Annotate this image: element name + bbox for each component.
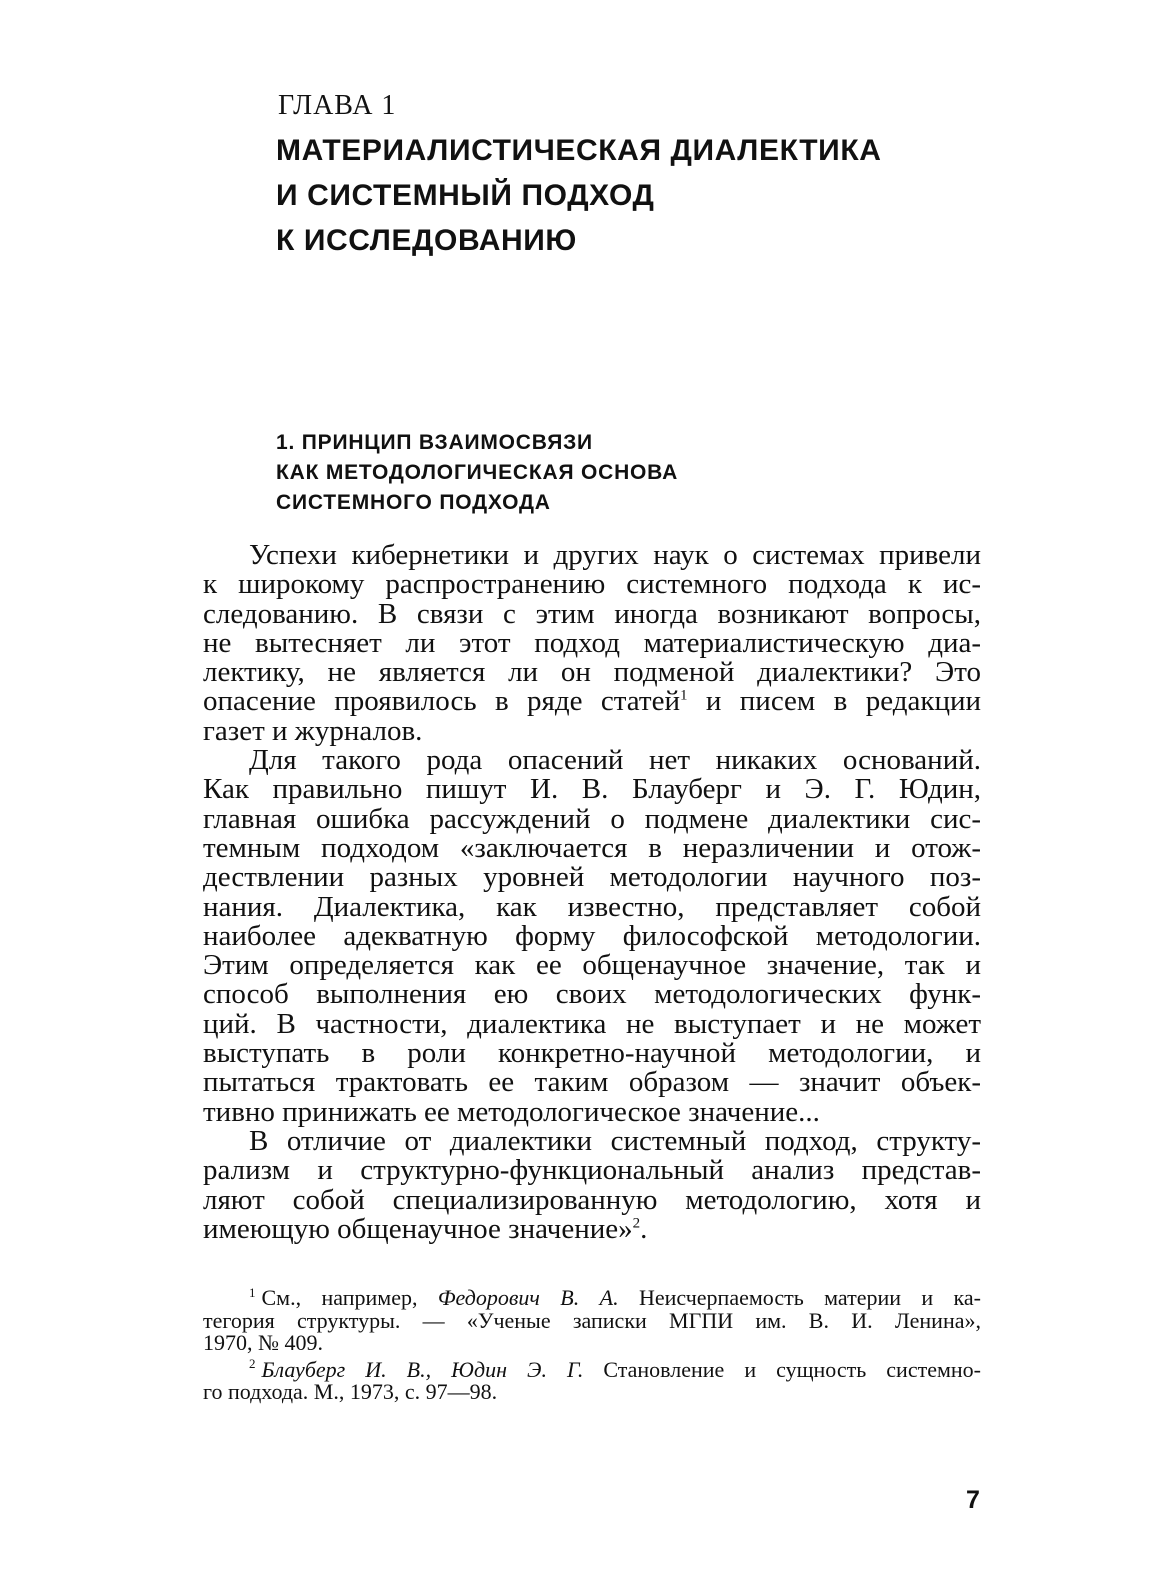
body-line: ляют собой специализированную методологию, хотя и [203,1183,981,1216]
body-text [203,541,981,1244]
body-line: следованию. В связи с этим иногда возникают вопросы, [203,597,981,630]
body-line: нания. Диалектика, как известно, представляет собой [203,890,981,923]
chapter-title-line: МАТЕРИАЛИСТИЧЕСКАЯ ДИАЛЕКТИКА [276,134,882,167]
section-title-line: 1. ПРИНЦИП ВЗАИМОСВЯЗИ [276,431,593,454]
chapter-title-line: И СИСТЕМНЫЙ ПОДХОД [276,179,655,212]
body-line: способ выполнения ею своих методологических функ- [203,978,981,1011]
footnotes [203,1284,981,1404]
body-line [203,687,981,716]
footnote-ref: 2 [632,1215,641,1232]
footnote-mark: 1 [249,1284,256,1300]
footnote-text: Становление и сущность системно- [583,1356,981,1382]
body-line: наиболее адекватную форму философской методологии. [203,919,981,952]
body-line: темным подходом «заключается в неразличении и отож- [203,831,981,864]
body-line: к широкому распространению системного подхода к ис- [203,568,981,601]
footnote-2-line: го подхода. М., 1973, с. 97—98. [203,1379,498,1404]
footnote-1-line [203,1284,981,1310]
footnote-1-line: 1970, № 409. [203,1330,323,1355]
body-line: Успехи кибернетики и других наук о системах привели [249,539,981,571]
footnote-text: Неисчерпаемость материи и ка- [618,1285,981,1310]
footnote-mark: 2 [249,1356,256,1372]
body-line: лектику, не является ли он подменой диалектики? Это [203,656,981,689]
footnote-author: Федорович В. А. [437,1285,619,1310]
body-line: Для такого рода опасений нет никаких оснований. [249,744,981,777]
body-line: В отличие от диалектики системный подход, структу- [249,1124,981,1157]
body-line [203,1212,981,1245]
body-line: тивно принижать ее методологическое значение... [203,1095,820,1128]
body-line-text: опасение проявилось в ряде статей [203,685,680,718]
chapter-title [276,128,996,263]
section-title-line: СИСТЕМНОГО ПОДХОДА [276,491,551,514]
body-line-text: . [640,1212,648,1245]
section-title-line: КАК МЕТОДОЛОГИЧЕСКАЯ ОСНОВА [276,461,679,484]
body-line: газет и журналов. [203,714,423,747]
body-line: рализм и структурно-функциональный анализ представ- [203,1154,981,1187]
body-line-text: имеющую общенаучное значение» [203,1212,633,1245]
footnote-author: Блауберг И. В., Юдин Э. Г. [261,1356,584,1382]
chapter-title-line: К ИССЛЕДОВАНИЮ [276,224,577,257]
footnote-ref: 1 [680,687,688,704]
footnote-text: См., например, [261,1285,438,1310]
body-line: дествлении разных уровней методологии научного поз- [203,861,981,894]
body-line: Как правильно пишут И. В. Блауберг и Э. Г. Юдин, [203,773,981,806]
body-line-text: и писем в редакции [687,685,982,718]
body-line: не вытесняет ли этот подход материалистическую диа- [203,626,981,659]
body-line: ций. В частности, диалектика не выступает и не может [203,1007,981,1040]
body-line: Этим определяется как ее общенаучное значение, так и [203,949,981,982]
body-line: главная ошибка рассуждений о подмене диалектики сис- [203,802,981,835]
footnote-2-line [203,1356,981,1382]
body-line: выступать в роли конкретно-научной методологии, и [203,1037,981,1070]
footnote-1-line: тегория структуры. — «Ученые записки МГПИ им. В. И. Ленина», [203,1307,981,1333]
chapter-label: ГЛАВА 1 [278,90,397,121]
section-title [276,428,916,518]
body-line: пытаться трактовать ее таким образом — значит объек- [203,1066,981,1099]
page-number: 7 [966,1486,980,1514]
